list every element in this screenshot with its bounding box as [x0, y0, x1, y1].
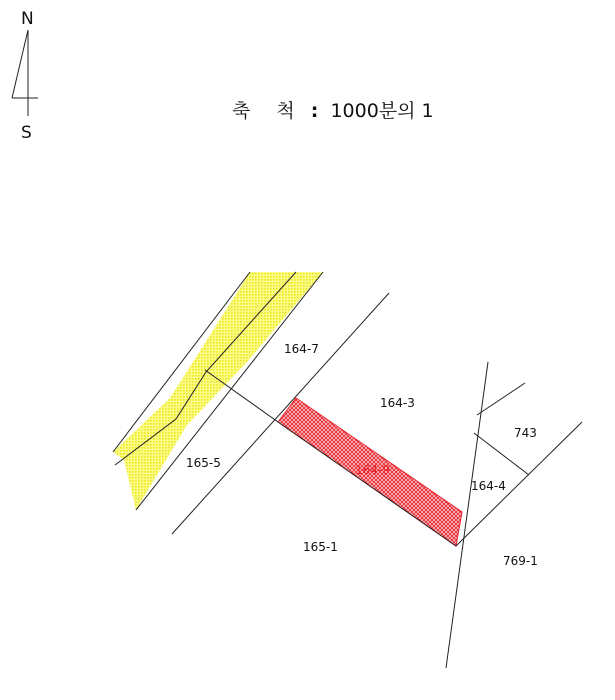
parcel-label-164-7: 164-7 [284, 342, 319, 356]
parcel-label-743: 743 [514, 426, 537, 440]
parcel-label-164-9: 164-9 [355, 463, 390, 477]
scale-value: 1000분의 1 [330, 100, 434, 122]
parcel-label-165-1: 165-1 [303, 540, 338, 554]
compass-north-label: N [21, 9, 34, 29]
parcel-label-769-1: 769-1 [503, 554, 538, 568]
parcel-label-164-4: 164-4 [471, 479, 506, 493]
north-arrow-icon [12, 9, 38, 143]
parcel-label-165-5: 165-5 [186, 456, 221, 470]
parcel-boundaries [113, 272, 582, 668]
scale-title: 축 척 [232, 100, 305, 122]
scale-label [232, 96, 434, 123]
parcel-label-164-3: 164-3 [380, 396, 415, 410]
scale-separator: : [310, 100, 319, 122]
road-area [113, 272, 323, 510]
compass-south-label: S [21, 123, 32, 143]
